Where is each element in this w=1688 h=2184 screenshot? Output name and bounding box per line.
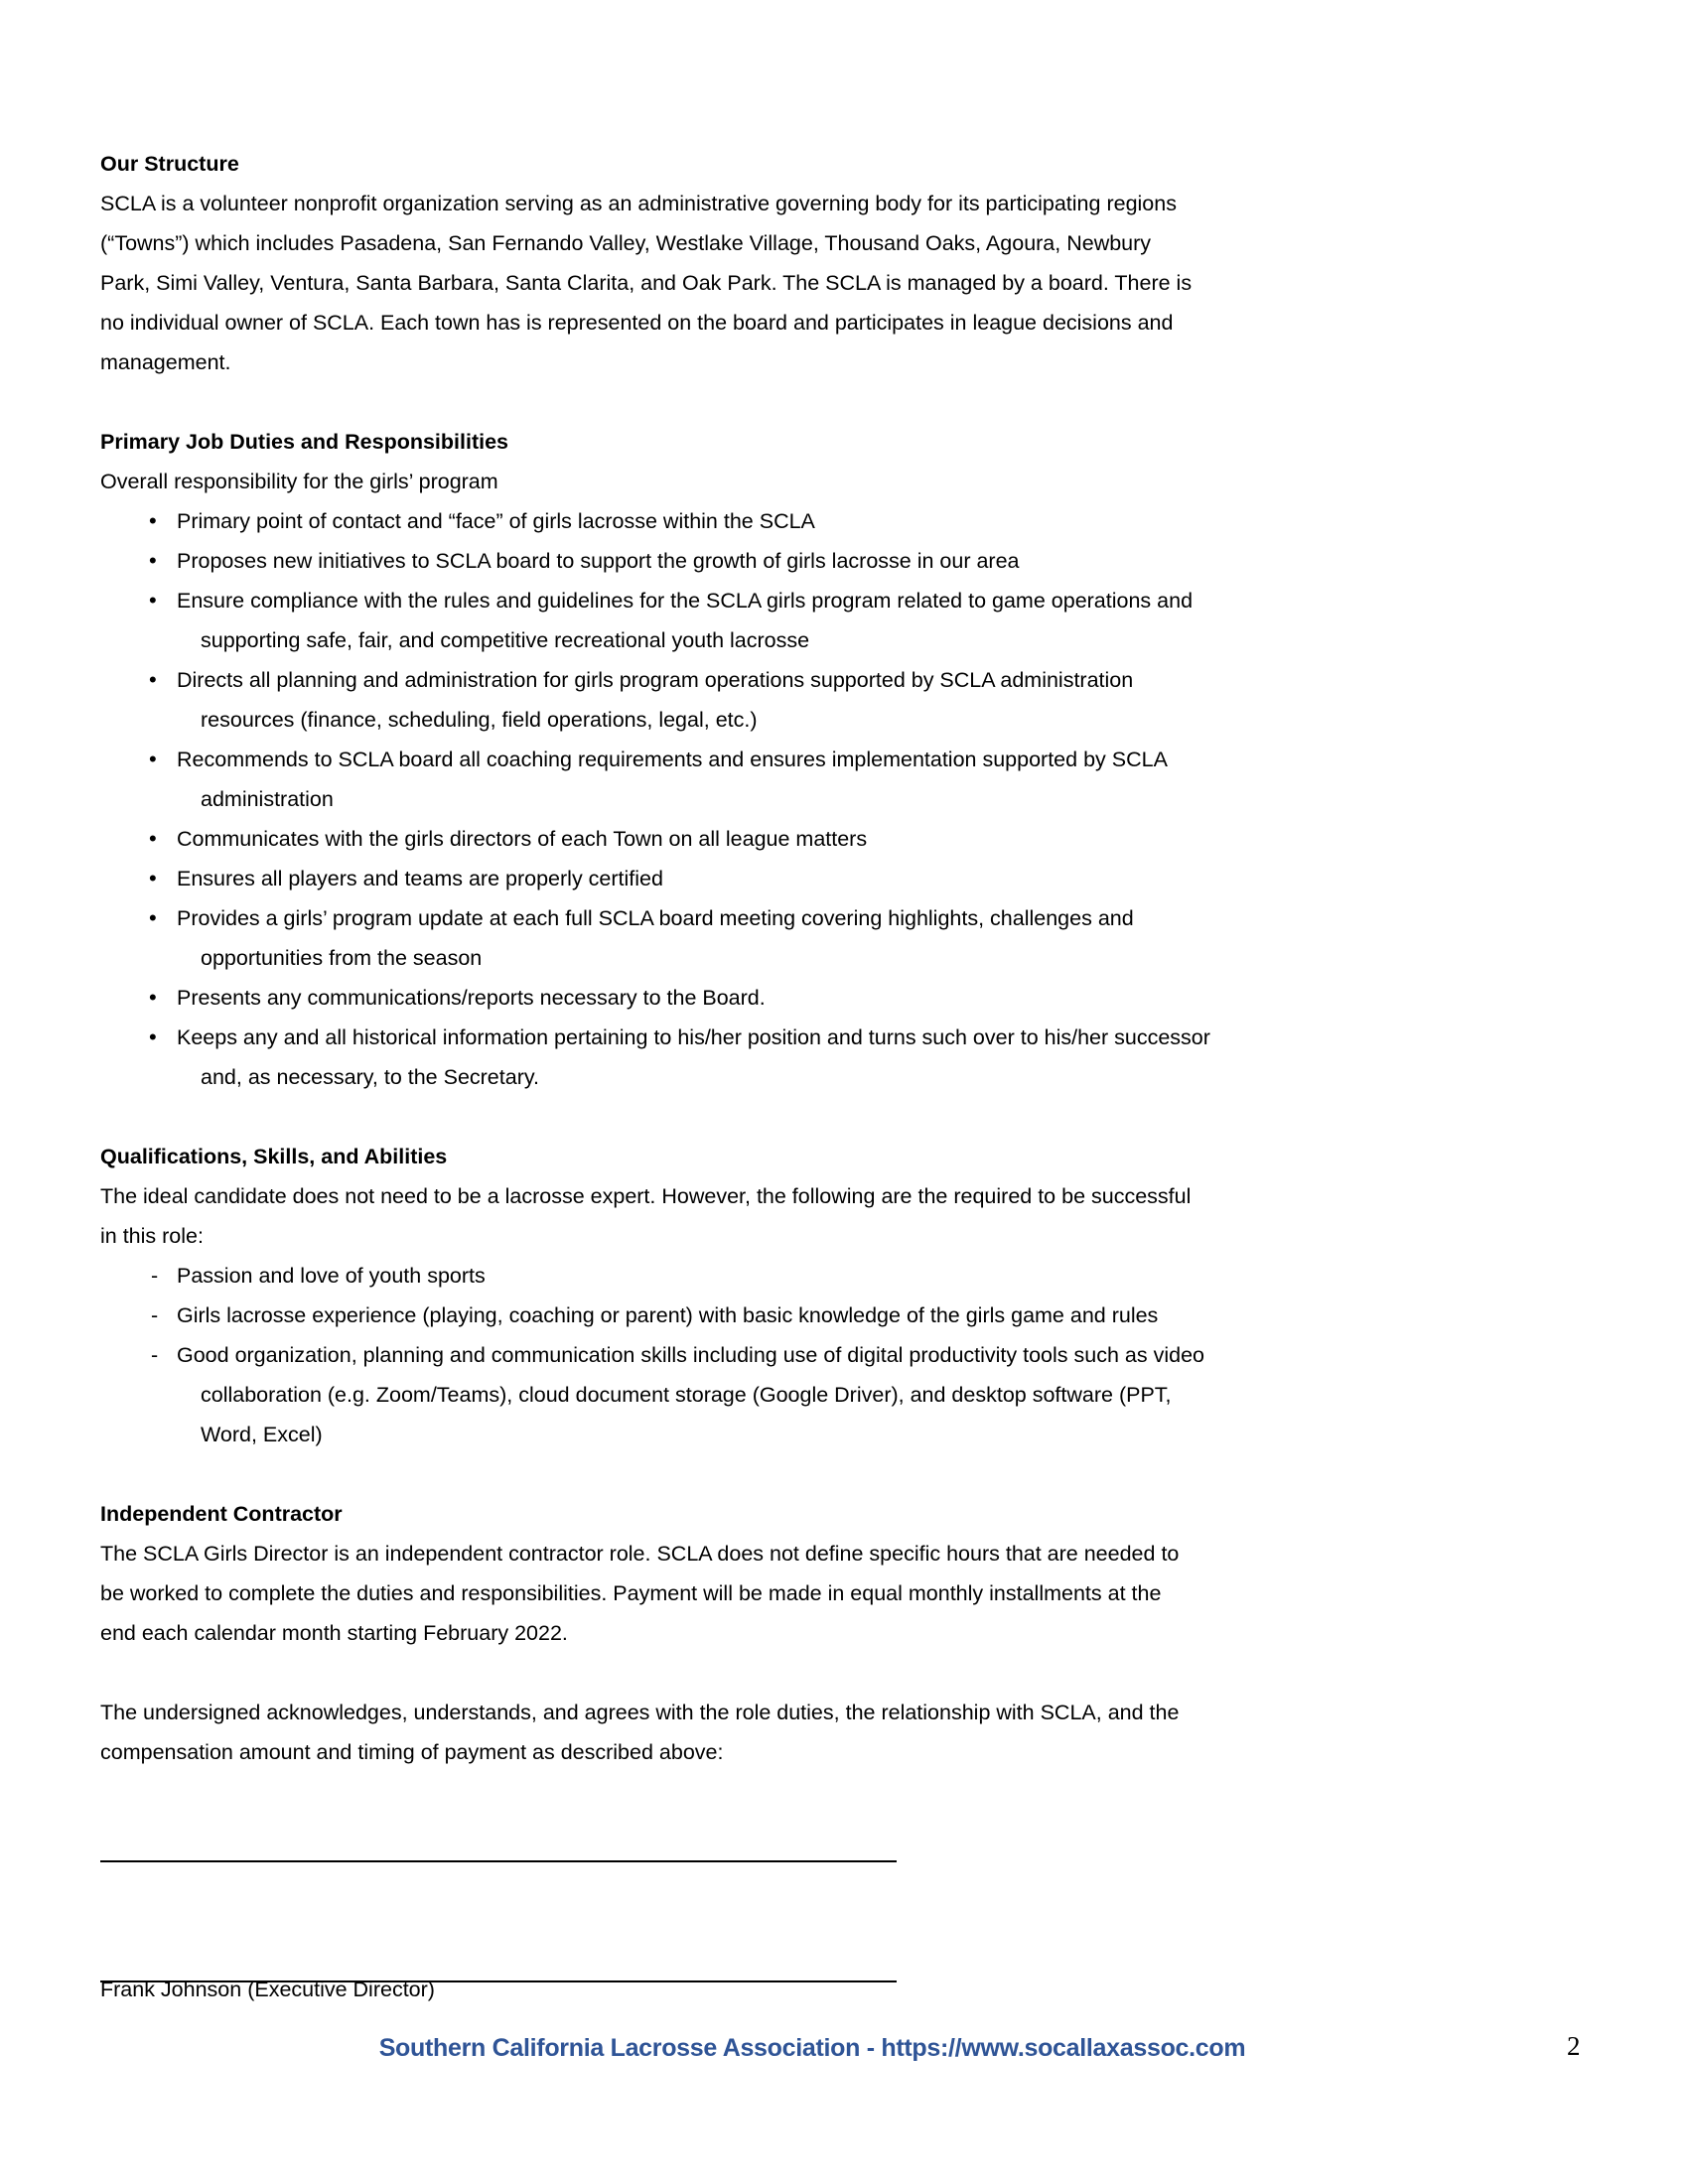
list-item-continuation: supporting safe, fair, and competitive recreational youth lacrosse [201, 628, 810, 652]
bullet-icon: • [149, 985, 157, 1010]
list-item: Girls lacrosse experience (playing, coaching or parent) with basic knowledge of the girls game and rules [177, 1303, 1159, 1327]
dash-bullet-icon: - [151, 1343, 159, 1367]
duties-intro: Overall responsibility for the girls’ program [100, 470, 498, 493]
paragraph-line: in this role: [100, 1224, 204, 1248]
list-item-continuation: Word, Excel) [201, 1423, 323, 1446]
list-item: Provides a girls’ program update at each full SCLA board meeting covering highlights, challenges and [177, 906, 1134, 930]
list-item: Passion and love of youth sports [177, 1264, 486, 1288]
paragraph-line: end each calendar month starting February 2022. [100, 1621, 568, 1645]
bullet-icon: • [149, 588, 157, 613]
page-number: 2 [1567, 2031, 1581, 2061]
paragraph-line: The SCLA Girls Director is an independent contractor role. SCLA does not define specific hours that are needed to [100, 1542, 1180, 1566]
list-item: Proposes new initiatives to SCLA board to support the growth of girls lacrosse in our area [177, 549, 1020, 573]
list-item: Primary point of contact and “face” of girls lacrosse within the SCLA [177, 509, 815, 533]
bullet-icon: • [149, 508, 157, 533]
list-item-continuation: administration [201, 787, 334, 811]
paragraph-line: management. [100, 350, 231, 374]
bullet-icon: • [149, 747, 157, 771]
footer-organization-link[interactable]: Southern California Lacrosse Association - https://www.socallaxassoc.com [378, 2034, 1246, 2062]
section-heading-job-duties: Primary Job Duties and Responsibilities [100, 430, 508, 454]
bullet-icon: • [149, 1024, 157, 1049]
signature-line-candidate[interactable] [100, 1860, 897, 1862]
list-item: Communicates with the girls directors of each Town on all league matters [177, 827, 868, 851]
section-heading-qualifications: Qualifications, Skills, and Abilities [100, 1145, 448, 1168]
acknowledgement-line: compensation amount and timing of payment as described above: [100, 1740, 724, 1764]
bullet-icon: • [149, 548, 157, 573]
list-item: Ensures all players and teams are properly certified [177, 867, 663, 890]
dash-bullet-icon: - [151, 1264, 159, 1288]
bullet-icon: • [149, 866, 157, 890]
paragraph-line: The ideal candidate does not need to be a lacrosse expert. However, the following are the required to be successful [100, 1184, 1192, 1208]
list-item: Presents any communications/reports necessary to the Board. [177, 986, 766, 1010]
signer-name-label: Frank Johnson (Executive Director) [100, 1978, 435, 2001]
paragraph-line: be worked to complete the duties and responsibilities. Payment will be made in equal monthly installments at the [100, 1581, 1162, 1605]
list-item-continuation: collaboration (e.g. Zoom/Teams), cloud document storage (Google Driver), and desktop software (PPT, [201, 1383, 1172, 1407]
list-item-continuation: resources (finance, scheduling, field operations, legal, etc.) [201, 708, 758, 732]
section-heading-our-structure: Our Structure [100, 152, 239, 176]
dash-bullet-icon: - [151, 1303, 159, 1327]
list-item-continuation: opportunities from the season [201, 946, 483, 970]
list-item: Recommends to SCLA board all coaching requirements and ensures implementation supported by SCLA [177, 748, 1168, 771]
paragraph-line: no individual owner of SCLA. Each town has is represented on the board and participates in league decisions and [100, 311, 1174, 335]
list-item: Good organization, planning and communication skills including use of digital productivity tools such as video [177, 1343, 1204, 1367]
list-item: Keeps any and all historical information pertaining to his/her position and turns such over to his/her successor [177, 1025, 1210, 1049]
bullet-icon: • [149, 667, 157, 692]
paragraph-line: (“Towns”) which includes Pasadena, San Fernando Valley, Westlake Village, Thousand Oaks, Agoura, Newbury [100, 231, 1152, 255]
list-item: Directs all planning and administration for girls program operations supported by SCLA administration [177, 668, 1134, 692]
acknowledgement-line: The undersigned acknowledges, understands, and agrees with the role duties, the relationship with SCLA, and the [100, 1701, 1180, 1724]
bullet-icon: • [149, 826, 157, 851]
list-item: Ensure compliance with the rules and guidelines for the SCLA girls program related to game operations and [177, 589, 1194, 613]
paragraph-line: SCLA is a volunteer nonprofit organization serving as an administrative governing body for its participating regions [100, 192, 1177, 215]
paragraph-line: Park, Simi Valley, Ventura, Santa Barbara, Santa Clarita, and Oak Park. The SCLA is managed by a board. There is [100, 271, 1193, 295]
section-heading-independent-contractor: Independent Contractor [100, 1502, 343, 1526]
list-item-continuation: and, as necessary, to the Secretary. [201, 1065, 539, 1089]
bullet-icon: • [149, 905, 157, 930]
